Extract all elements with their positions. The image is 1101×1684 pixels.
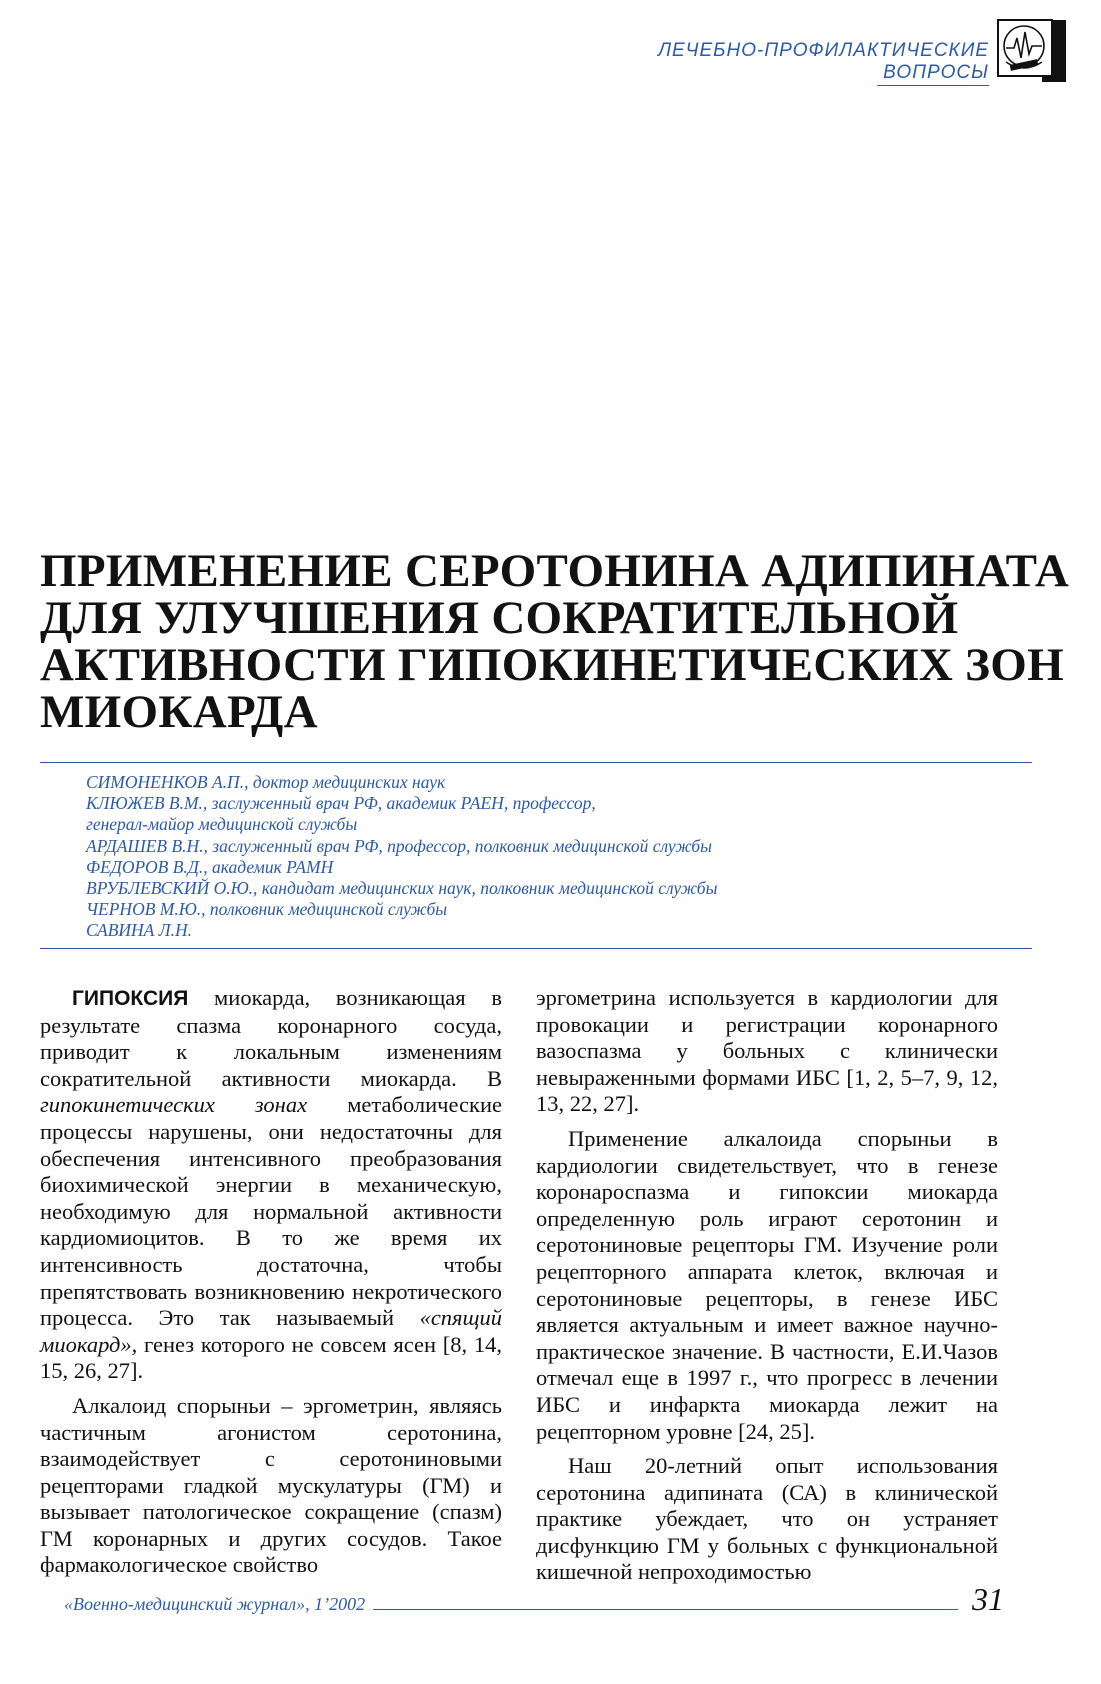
body-column-left — [40, 985, 502, 1579]
author-line: КЛЮЖЕВ В.М., заслуженный врач РФ, академик РАЕН, профессор, — [86, 793, 596, 814]
journal-emblem-icon — [992, 18, 1068, 84]
author-line: АРДАШЕВ В.Н., заслуженный врач РФ, профессор, полковник медицинской службы — [86, 835, 712, 856]
paragraph: эргометрина используется в кардиологии для провокации и регистрации коронарного вазоспазма у больных с клинически невыраженными формами ИБС [1, 2, 5–7, 9, 12, 13, 22, 27]. — [536, 985, 998, 1117]
author-line: ВРУБЛЕВСКИЙ О.Ю., кандидат медицинских наук, полковник медицинской службы — [86, 878, 718, 899]
authors-bottom-rule — [40, 948, 1032, 949]
authors-top-rule — [40, 762, 1032, 763]
section-header-line2: ВОПРОСЫ — [877, 62, 989, 86]
title-line: ДЛЯ УЛУЧШЕНИЯ СОКРАТИТЕЛЬНОЙ — [40, 592, 959, 644]
author-line: СИМОНЕНКОВ А.П., доктор медицинских наук — [86, 772, 446, 792]
title-line: МИОКАРДА — [40, 686, 318, 738]
lead-word: ГИПОКСИЯ — [72, 987, 189, 1010]
section-header-line1: ЛЕЧЕБНО-ПРОФИЛАКТИЧЕСКИЕ — [657, 40, 989, 61]
article-title — [40, 545, 1070, 738]
paragraph: Алкалоид спорыньи – эргометрин, являясь частичным агонистом серотонина, взаимодействует с серотониновыми рецепторами гладкой мускулатуры (ГМ) и вызывает патологическое сокращение (спазм) ГМ коронарных и других сосудов. Такое фармакологическое свойство — [40, 1392, 502, 1578]
paragraph: Наш 20-летний опыт использования серотонина адипината (СА) в клинической практике убеждает, что он устраняет дисфункцию ГМ у больных с функциональной кишечной непроходимостью — [536, 1453, 998, 1585]
section-header — [658, 40, 989, 86]
footer-rule — [373, 1609, 958, 1610]
emphasis: «спящий миокард» — [40, 1305, 502, 1357]
author-list — [86, 772, 1026, 942]
author-line: ЧЕРНОВ М.Ю., полковник медицинской службы — [86, 899, 448, 920]
title-line: ПРИМЕНЕНИЕ СЕРОТОНИНА АДИПИНАТА — [40, 545, 1070, 597]
title-line: АКТИВНОСТИ ГИПОКИНЕТИЧЕСКИХ ЗОН — [40, 639, 1064, 691]
emphasis: гипокинетических зонах — [40, 1092, 308, 1118]
page-footer — [64, 1583, 1004, 1615]
author-line: генерал-майор медицинской службы — [86, 814, 358, 835]
body-column-right — [536, 985, 998, 1586]
author-line: ФЕДОРОВ В.Д., академик РАМН — [86, 856, 334, 877]
paragraph: ГИПОКСИЯ миокарда, возникающая в результате спазма коронарного сосуда, приводит к локальным изменениям сократительной активности миокарда. В гипокинетических зонах метаболические процессы нарушены, они недостаточны для обеспечения интенсивного преобразования биохимической энергии в механическую, необходимую для нормальной активности кардиомиоцитов. В то же время их интенсивность достаточна, чтобы препятствовать возникновению некротического процесса. Это так называемый «спящий миокард», генез которого не совсем ясен [8, 14, 15, 26, 27]. — [40, 985, 502, 1384]
journal-citation: «Военно-медицинский журнал», 1’2002 — [64, 1594, 366, 1614]
paragraph: Применение алкалоида спорыньи в кардиологии свидетельствует, что в генезе коронароспазма и гипоксии миокарда определенную роль играют серотонин и серотониновые рецепторы ГМ. Изучение роли рецепторного аппарата клеток, включая и серотониновые рецепторы, в генезе ИБС является актуальным и имеет важное научно-практическое значение. В частности, Е.И.Чазов отмечал еще в 1997 г., что прогресс в лечении ИБС и инфаркта миокарда лежит на рецепторном уровне [24, 25]. — [536, 1125, 998, 1444]
page-number: 31 — [972, 1581, 1004, 1617]
author-line: САВИНА Л.Н. — [86, 920, 192, 941]
